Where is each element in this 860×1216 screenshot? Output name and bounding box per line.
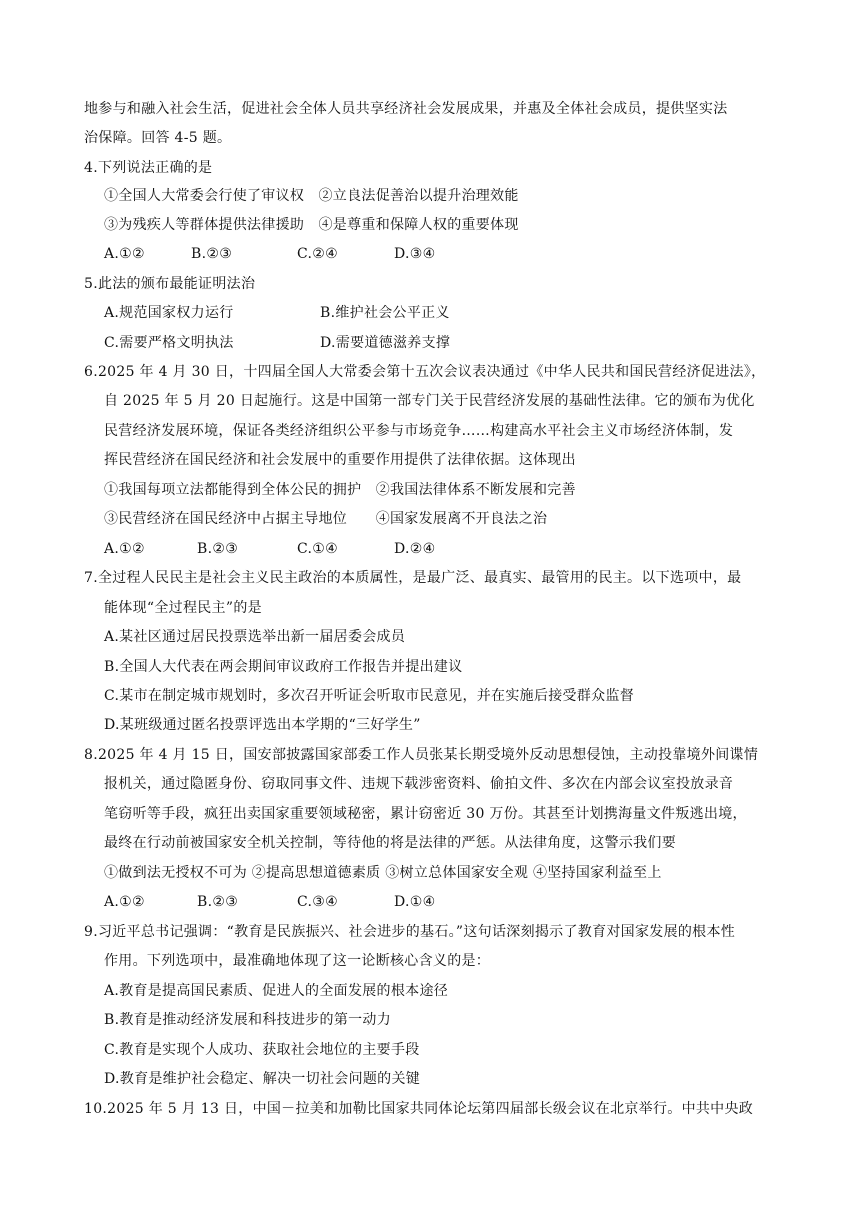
q4-option-d: D.③④ [394,246,436,262]
q8-option-d: D.①④ [394,894,436,910]
q8-stem-line: 笔窃听等手段，疯狂出卖国家重要领域秘密，累计窃密近 30 万份。其甚至计划携海量文件叛逃出境， [104,806,747,822]
q7-option-d: D.某班级通过匿名投票评选出本学期的“三好学生” [104,717,421,733]
q5-option-b: B.维护社会公平正义 [320,305,450,321]
q5-options-row [104,303,450,323]
q6-stem-line: 民营经济发展环境，保证各类经济组织公平参与市场竞争……构建高水平社会主义市场经济体制，发 [104,423,734,439]
q4-statement-row: ①全国人大常委会行使了审议权 ②立良法促善治以提升治理效能 [104,188,519,204]
q9-option-b: B.教育是推动经济发展和科技进步的第一动力 [104,1012,392,1028]
q9-stem-line: 9.习近平总书记强调：“教育是民族振兴、社会进步的基石。”这句话深刻揭示了教育对国家发展的根本性 [84,924,736,940]
q7-option-b: B.全国人大代表在两会期间审议政府工作报告并提出建议 [104,659,463,675]
q10-stem-line: 10.2025 年 5 月 13 日，中国－拉美和加勒比国家共同体论坛第四届部长级会议在北京举行。中共中央政 [84,1101,754,1117]
q4-stem: 4.下列说法正确的是 [84,160,213,176]
q8-statement-row: ①做到法无授权不可为 ②提高思想道德素质 ③树立总体国家安全观 ④坚持国家利益至上 [104,865,662,881]
q8-options [104,892,436,912]
q7-option-a: A.某社区通过居民投票选举出新一届居委会成员 [104,629,406,645]
q6-options [104,539,436,559]
q6-stem-line: 挥民营经济在国民经济和社会发展中的重要作用提供了法律依据。这体现出 [104,452,576,468]
q8-stem-line: 报机关，通过隐匿身份、窃取同事文件、违规下载涉密资料、偷拍文件、多次在内部会议室投放录音 [104,776,734,792]
q8-option-b: B.②③ [197,894,239,910]
q9-stem-line: 作用。下列选项中，最准确地体现了这一论断核心含义的是： [104,953,491,969]
q9-option-a: A.教育是提高国民素质、促进人的全面发展的根本途径 [104,983,449,999]
q4-statement-row: ③为残疾人等群体提供法律援助 ④是尊重和保障人权的重要体现 [104,217,519,233]
q6-stem-line: 自 2025 年 5 月 20 日起施行。这是中国第一部专门关于民营经济发展的基础性法律。它的颁布为优化 [104,393,755,409]
q6-option-d: D.②④ [394,541,436,557]
q5-option-a: A.规范国家权力运行 [104,305,234,321]
q9-option-d: D.教育是维护社会稳定、解决一切社会问题的关键 [104,1071,421,1087]
q7-option-c: C.某市在制定城市规划时，多次召开听证会听取市民意见，并在实施后接受群众监督 [104,688,635,704]
q7-stem-line: 能体现“全过程民主”的是 [104,600,262,616]
q6-option-c: C.①④ [297,541,338,557]
q4-options [104,244,436,264]
q4-option-c: C.②④ [297,246,338,262]
q5-option-c: C.需要严格文明执法 [104,335,234,351]
q6-stem-line: 6.2025 年 4 月 30 日，十四届全国人大常委会第十五次会议表决通过《中华人民共和国民营经济促进法》， [84,364,766,380]
q8-stem-line: 最终在行动前被国家安全机关控制，等待他的将是法律的严惩。从法律角度，这警示我们要 [104,835,676,851]
q6-statement-row: ③民营经济在国民经济中占据主导地位 ④国家发展离不开良法之治 [104,511,548,527]
q5-option-d: D.需要道德滋养支撑 [320,335,451,351]
q4-option-a: A.①② [104,246,145,262]
q8-option-a: A.①② [104,894,145,910]
intro-line: 治保障。回答 4-5 题。 [84,130,232,146]
intro-line: 地参与和融入社会生活，促进社会全体人员共享经济社会发展成果，并惠及全体社会成员，提供坚实法 [84,101,728,117]
q8-option-c: C.③④ [297,894,338,910]
q7-stem-line: 7.全过程人民民主是社会主义民主政治的本质属性，是最广泛、最真实、最管用的民主。以下选项中，最 [84,570,742,586]
q9-option-c: C.教育是实现个人成功、获取社会地位的主要手段 [104,1042,420,1058]
q6-statement-row: ①我国每项立法都能得到全体公民的拥护 ②我国法律体系不断发展和完善 [104,482,576,498]
q4-option-b: B.②③ [191,246,233,262]
q6-option-b: B.②③ [197,541,239,557]
q6-option-a: A.①② [104,541,145,557]
q5-stem: 5.此法的颁布最能证明法治 [84,276,256,292]
q8-stem-line: 8.2025 年 4 月 15 日，国安部披露国家部委工作人员张某长期受境外反动思想侵蚀，主动投靠境外间谍情 [84,747,759,763]
q5-options-row [104,333,451,353]
